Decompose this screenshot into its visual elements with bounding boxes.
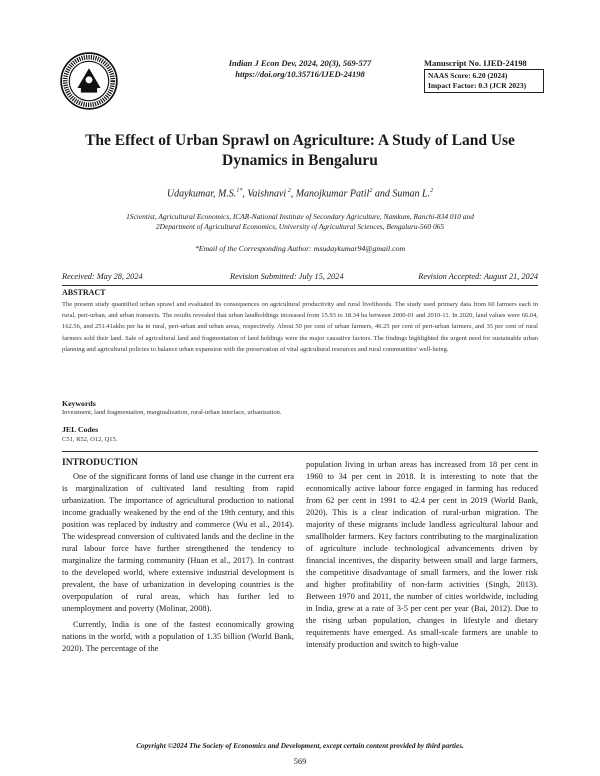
abstract-text: The present study quantified urban sprawl and evaluated its consequences on agricultural productivity and rural livelihoods. The study used primary data from 60 farmers each in rural, peri-urban, and urban transects. The results revealed that urban landholdings increased from 15.93 to 18.34 ha between 2000-01 and 2010-11. In 2020, land values were 66.04, 162.56, and 251.41akhs per ha in rural, peri-urban and urban areas, respectively. About 50 per cent of urban farmers, 46.25 per cent of peri-urban farmers, and 35 per cent of rural farmers sold their land. Sale of agricultural land and fragmentation of land holdings were the major causative factors. The findings highlighted the urgent need for sustainable urban planning and agricultural policies to balance urban expansion with the preservation of vital agricultural resources and rural communities' well-being. (62, 301, 538, 353)
body-column-left (62, 471, 294, 655)
received-date: Received: May 28, 2024 (62, 272, 143, 281)
author-list: Udaykumar, M.S.$^{1*}$, Vaishnavi $^2$, Manojkumar Patil$^2$ and Suman L.$^2$ (166, 188, 434, 200)
impact-factor: Impact Factor: 0.3 (JCR 2023) (428, 81, 527, 90)
journal-citation (200, 58, 400, 80)
copyright-notice: Copyright ©2024 The Society of Economics and Development, except certain content provided by third parties. (136, 742, 464, 750)
accepted-date: Revision Accepted: August 21, 2024 (418, 272, 538, 281)
jel-codes: C51, R52, O12, Q15. (62, 436, 118, 443)
divider-top (62, 285, 538, 286)
divider-bottom (62, 451, 538, 452)
body-column-right (306, 459, 538, 651)
abstract-heading: ABSTRACT (62, 288, 106, 297)
revision-date: Revision Submitted: July 15, 2024 (230, 272, 344, 281)
page-number: 569 (293, 756, 307, 766)
society-logo-seal (60, 52, 118, 110)
paper-title: The Effect of Urban Sprawl on Agriculture: A Study of Land Use Dynamics in Bengaluru (85, 132, 515, 169)
intro-paragraph-2: Currently, India is one of the fastest economically growing nations in the world, with a population of 1.35 billion (World Bank, 2020). The percentage of the (62, 620, 294, 653)
corresponding-email: *Email of the Corresponding Author: msudaykumar94@gmail.com (194, 244, 406, 253)
keywords-heading: Keywords (62, 399, 96, 408)
affiliations (60, 212, 540, 232)
doi-link[interactable]: https://doi.org/10.35716/IJED-24198 (235, 69, 365, 79)
intro-paragraph-1: One of the significant forms of land use change in the current era is marginalization of cultivated land resulting from rapid urbanization. The importance of agricultural production to national income gradually weakened by the end of the 19th century, and this position was replaced by industry and commerce (Wu et al., 2014). The widespread conversion of cultivated lands and the decline in the rural labour force have further strengthened the tendency to marginalize the farming community (Huan et al., 2017). In contrast to the developed world, where extensive industrial development is prevalent, the base of urbanization in developing countries is the overpopulation of rural areas, which has further led to unemployment and poverty (Molinar, 2008). (62, 472, 294, 613)
affiliation-1: 1Scientist, Agricultural Economics, ICAR-National Institute of Secondary Agriculture, Namkum, Ranchi-834 010 and (126, 212, 474, 221)
manuscript-number: Manuscript No. IJED-24198 (424, 58, 527, 68)
introduction-heading: INTRODUCTION (62, 458, 139, 468)
jel-heading: JEL Codes (62, 425, 99, 434)
journal-line1: Indian J Econ Dev, 2024, 20(3), 569-577 (228, 58, 372, 68)
score-box (424, 69, 544, 93)
keywords-text: Investment, land fragmentation, marginalization, rural-urban interface, urbanization. (62, 409, 282, 416)
intro-paragraph-3: population living in urban areas has increased from 18 per cent in 1960 to 34 per cent in 2018. It is interesting to note that the economically active labour force engaged in farming has reduced from 62 per cent in 1991 to 42.4 per cent in 2019 (World Bank, 2020). This is a clear indication of rural-urban migration. The majority of these migrants include landless agricultural labour and smallholder farmers. Key factors contributing to the marginalization of agriculture include technological advancements driven by financial incentives, the disparity between small and large farmers, the competitive disadvantage of small farmers, and the lower risk and higher profitability of non-farm activities (Singh, 2013). Between 1970 and 2011, the number of cities worldwide, including in India, grew at a rate of 3-5 per cent per year (Bai, 2012). Due to the rising urban population, changes in lifestyle and dietary requirements have emerged. As small-scale farmers are unable to intensify production and switch to high-value (306, 460, 538, 649)
affiliation-2: 2Department of Agricultural Economics, University of Agricultural Sciences, Bengaluru-560 065 (155, 222, 445, 231)
naas-score: NAAS Score: 6.20 (2024) (428, 71, 508, 80)
